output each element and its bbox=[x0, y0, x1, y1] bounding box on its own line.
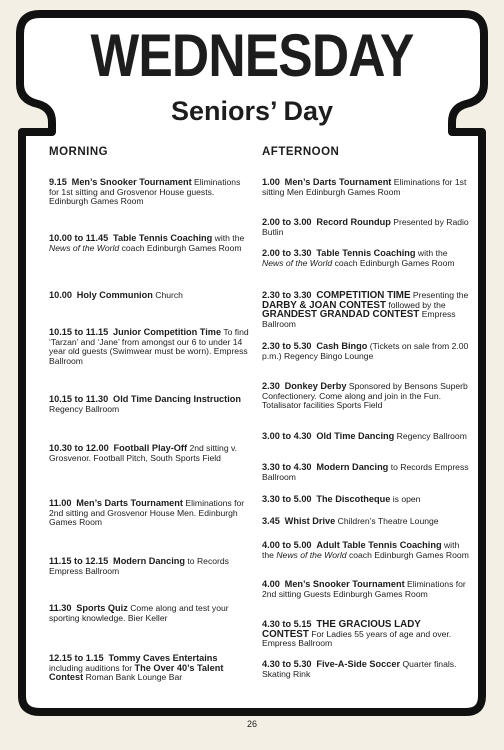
schedule-item: 9.15 Men’s Snooker Tournament Eliminations for 1st sitting and Grosvenor House guests. Edinburgh Games Room bbox=[49, 177, 241, 207]
schedule-item: 3.30 to 5.00 The Discotheque is open bbox=[262, 494, 421, 504]
schedule-item: 3.00 to 4.30 Old Time Dancing Regency Ballroom bbox=[262, 431, 467, 441]
schedule-item: 1.00 Men’s Darts Tournament Eliminations for 1st sitting Men Edinburgh Games Room bbox=[262, 177, 467, 197]
schedule-item: 10.00 to 11.45 Table Tennis Coaching with the News of the World coach Edinburgh Games Room bbox=[49, 233, 245, 253]
page-title: WEDNESDAY bbox=[90, 22, 414, 89]
morning-heading: MORNING bbox=[49, 146, 109, 158]
schedule-item: 2.00 to 3.30 Table Tennis Coaching with the News of the World coach Edinburgh Games Room bbox=[262, 248, 455, 268]
schedule-item: 3.45 Whist Drive Children’s Theatre Lounge bbox=[262, 516, 439, 526]
afternoon-heading: AFTERNOON bbox=[262, 146, 340, 158]
schedule-item: 10.30 to 12.00 Football Play-Off 2nd sitting v. Grosvenor. Football Pitch, South Sports Field bbox=[49, 443, 238, 463]
schedule-item: 12.15 to 1.15 Tommy Caves Entertains including auditions for The Over 40’s Talent Contest Roman Bank Lounge Bar bbox=[49, 653, 224, 683]
schedule-item: 2.30 to 5.30 Cash Bingo (Tickets on sale from 2.00 p.m.) Regency Bingo Lounge bbox=[262, 341, 469, 361]
schedule-item: 11.15 to 12.15 Modern Dancing to Records Empress Ballroom bbox=[49, 556, 229, 576]
schedule-item: 11.00 Men’s Darts Tournament Eliminations for 2nd sitting and Grosvenor House Men. Edinburgh Games Room bbox=[49, 498, 245, 528]
schedule-item: 10.00 Holy Communion Church bbox=[49, 290, 183, 300]
schedule-item: 2.00 to 3.00 Record Roundup Presented by Radio Butlin bbox=[262, 217, 469, 237]
schedule-item: 2.30 Donkey Derby Sponsored by Bensons Superb Confectionery. Come along and join in the Fun. Totalisator facilities Sports Field bbox=[262, 381, 468, 411]
page-number: 26 bbox=[246, 719, 257, 729]
schedule-item: 3.30 to 4.30 Modern Dancing to Records Empress Ballroom bbox=[262, 462, 469, 482]
schedule-item: 2.30 to 3.30 COMPETITION TIME Presenting the DARBY & JOAN CONTEST followed by the GRANDEST GRANDAD CONTEST Empress Ballroom bbox=[262, 290, 469, 329]
page-subtitle: Seniors’ Day bbox=[170, 96, 334, 126]
schedule-item: 10.15 to 11.15 Junior Competition Time To find ‘Tarzan’ and ‘Jane’ from amongst our 6 to under 14 year old guests (Swimwear must be worn). Empress Ballroom bbox=[49, 327, 249, 366]
schedule-item: 11.30 Sports Quiz Come along and test your sporting knowledge. Bier Keller bbox=[49, 603, 229, 623]
schedule-item: 4.30 to 5.30 Five-A-Side Soccer Quarter finals. Skating Rink bbox=[262, 659, 457, 679]
schedule-item: 4.30 to 5.15 THE GRACIOUS LADY CONTEST For Ladies 55 years of age and over. Empress Ballroom bbox=[262, 619, 452, 649]
schedule-item: 10.15 to 11.30 Old Time Dancing Instruction Regency Ballroom bbox=[49, 394, 242, 414]
schedule-item: 4.00 Men’s Snooker Tournament Eliminations for 2nd sitting Guests Edinburgh Games Room bbox=[262, 579, 466, 599]
schedule-item: 4.00 to 5.00 Adult Table Tennis Coaching with the News of the World coach Edinburgh Games Room bbox=[262, 540, 469, 560]
